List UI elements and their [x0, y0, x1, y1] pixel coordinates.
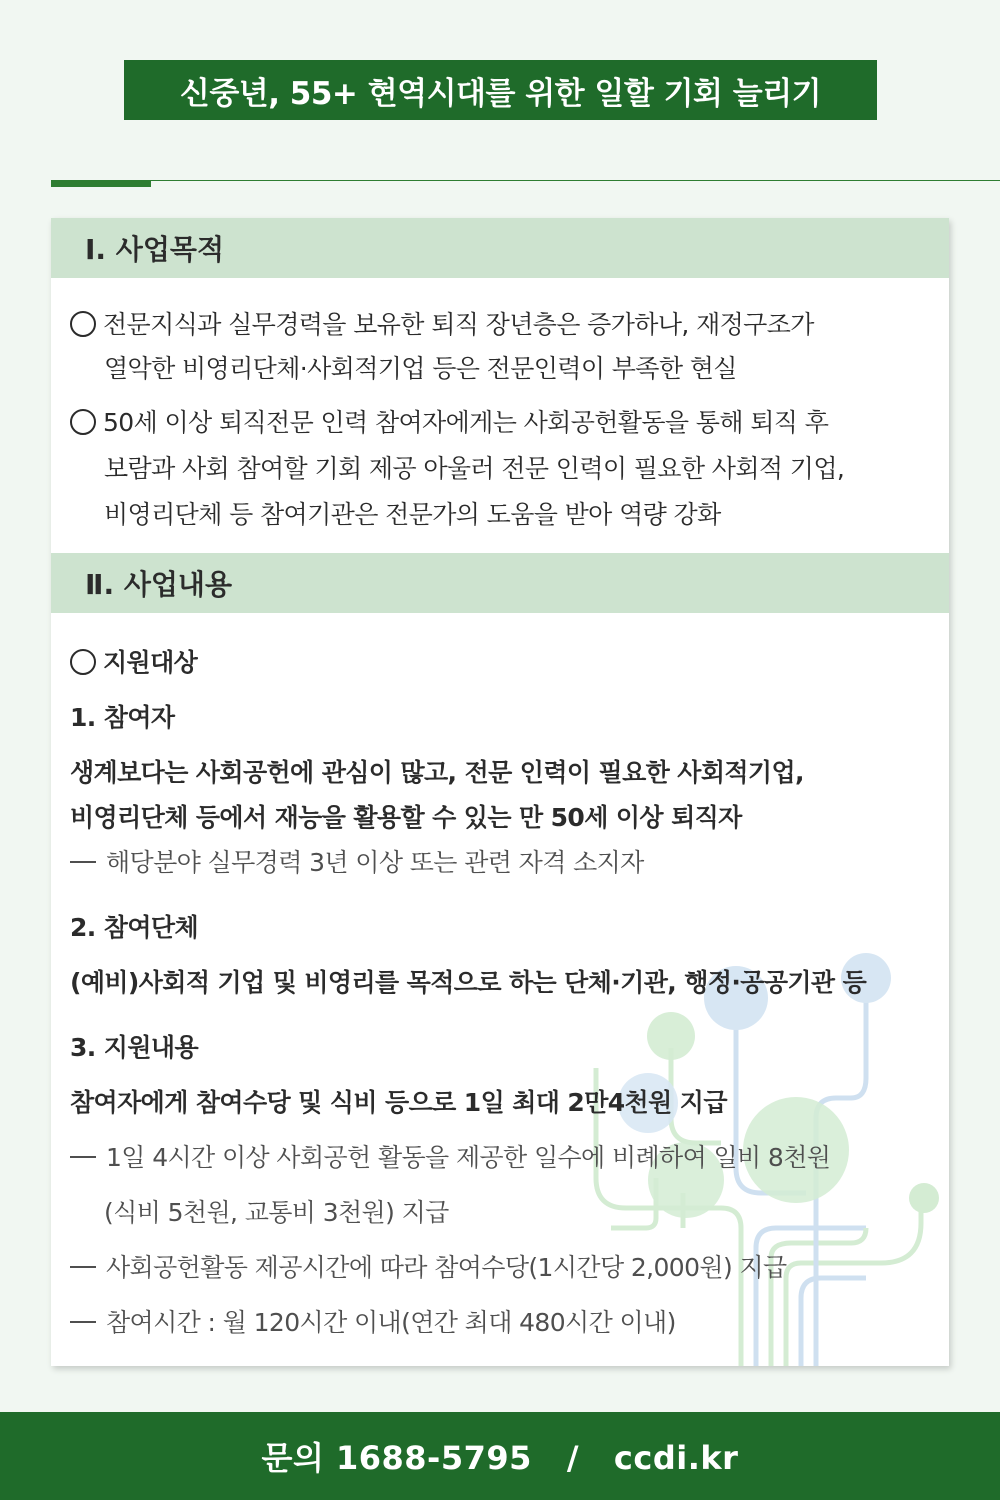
organizations-line-1: (예비)사회적 기업 및 비영리를 목적으로 하는 단체·기관, 행정·공공기관 등: [70, 968, 867, 997]
page-title: 신중년, 55+ 현역시대를 위한 일할 기회 늘리기: [124, 60, 877, 120]
dash-icon: [70, 1156, 96, 1158]
circle-bullet-icon: [70, 649, 96, 675]
divider-accent: [51, 181, 151, 187]
purpose-bullet-1-line-2: 열악한 비영리단체·사회적기업 등은 전문인력이 부족한 현실: [104, 354, 737, 383]
support-target-label: 지원대상: [70, 643, 197, 679]
support-note-1-line-1: 1일 4시간 이상 사회공헌 활동을 제공한 일수에 비례하여 일비 8천원: [70, 1138, 830, 1174]
circle-bullet-icon: [70, 311, 96, 337]
section-header-purpose: Ⅰ. 사업목적: [51, 218, 949, 278]
participants-line-1: 생계보다는 사회공헌에 관심이 많고, 전문 인력이 필요한 사회적기업,: [70, 758, 804, 787]
dash-icon: [70, 861, 96, 863]
dash-icon: [70, 1321, 96, 1323]
support-heading: 3. 지원내용: [70, 1033, 198, 1062]
support-note-3: 참여시간 : 월 120시간 이내(연간 최대 480시간 이내): [70, 1303, 676, 1339]
participants-line-2: 비영리단체 등에서 재능을 활용할 수 있는 만 50세 이상 퇴직자: [70, 803, 742, 832]
participants-heading: 1. 참여자: [70, 703, 175, 732]
dash-icon: [70, 1266, 96, 1268]
organizations-heading: 2. 참여단체: [70, 913, 198, 942]
divider-line: [51, 180, 1000, 181]
purpose-bullet-2-line-2: 보람과 사회 참여할 기회 제공 아울러 전문 인력이 필요한 사회적 기업,: [104, 454, 845, 483]
purpose-bullet-2-line-1: 50세 이상 퇴직전문 인력 참여자에게는 사회공헌활동을 통해 퇴직 후: [70, 403, 828, 439]
contact-info: 문의 1688-5795 / ccdi.kr: [261, 1439, 739, 1477]
contact-footer: [0, 1412, 1000, 1500]
support-note-2: 사회공헌활동 제공시간에 따라 참여수당(1시간당 2,000원) 지급: [70, 1248, 787, 1284]
participants-note: 해당분야 실무경력 3년 이상 또는 관련 자격 소지자: [70, 843, 644, 879]
circle-bullet-icon: [70, 409, 96, 435]
section-header-content: Ⅱ. 사업내용: [51, 553, 949, 613]
support-note-1-line-2: (식비 5천원, 교통비 3천원) 지급: [104, 1198, 449, 1227]
purpose-bullet-1-line-1: 전문지식과 실무경력을 보유한 퇴직 장년층은 증가하나, 재정구조가: [70, 305, 814, 341]
purpose-bullet-2-line-3: 비영리단체 등 참여기관은 전문가의 도움을 받아 역량 강화: [104, 500, 721, 529]
support-line-1: 참여자에게 참여수당 및 식비 등으로 1일 최대 2만4천원 지급: [70, 1088, 727, 1117]
content-card: [51, 218, 949, 1366]
